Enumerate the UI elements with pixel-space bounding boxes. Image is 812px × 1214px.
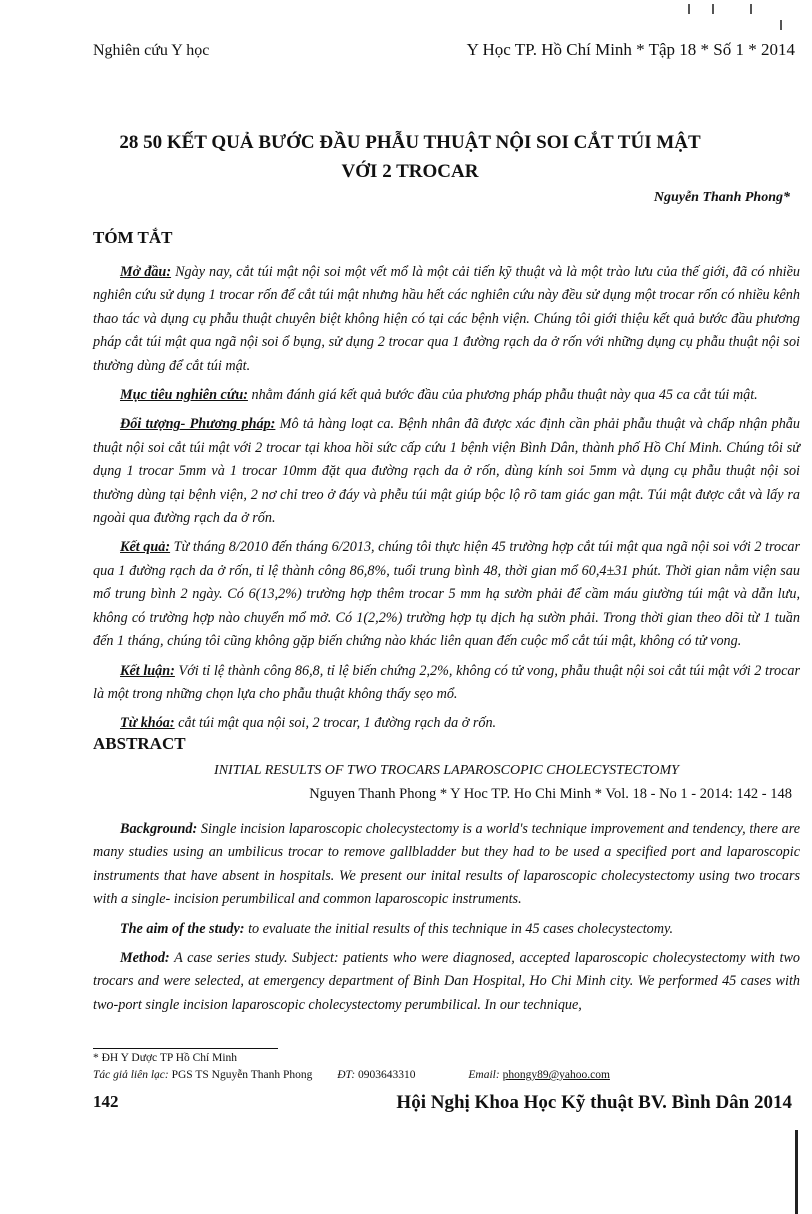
- abstract-heading: ABSTRACT: [93, 734, 186, 753]
- scan-mark: [780, 20, 782, 30]
- running-header-right: Y Học TP. Hồ Chí Minh * Tập 18 * Số 1 * 2014: [466, 40, 795, 59]
- paragraph-text: Mô tả hàng loạt ca. Bệnh nhân đã được xác định cần phải phẫu thuật và chấp nhận phẫu thuật nội soi cắt túi mật với 2 trocar tại khoa hồi sức cấp cứu 1 bệnh viện Bình Dân, thành phố Hồ Chí Minh. Chúng tôi sử dụng 1 trocar 5mm và 1 trocar 10mm đặt qua đường rạch da ở rốn, dùng kính soi 5mm và dụng cụ phẫu thuật nội soi thường dùng tại bệnh viện, 2 nơ chỉ treo ở đáy và phễu túi mật giúp bộc lộ rõ tam giác gan mật. Túi mật được cắt và lấy ra ngoài qua đường rạch da ở rốn.: [93, 416, 800, 527]
- article-title: [60, 128, 760, 186]
- phone-label: ĐT:: [337, 1069, 356, 1081]
- scan-mark: [712, 4, 714, 14]
- paragraph-label: Mục tiêu nghiên cứu:: [120, 387, 248, 404]
- paragraph-text: nhằm đánh giá kết quả bước đầu của phương pháp phẫu thuật này qua 45 ca cắt túi mật.: [247, 387, 758, 404]
- summary-paragraph: [93, 660, 800, 707]
- footnote-contact: [93, 1069, 610, 1081]
- summary-heading: TÓM TẮT: [93, 228, 173, 247]
- paragraph-label: Từ khóa:: [120, 715, 175, 732]
- summary-body: [93, 261, 800, 742]
- paragraph-text: Single incision laparoscopic cholecystectomy is a world's technique improvement and tendency, there are many studies using an umbilicus trocar to remove gallbladder but they had to be used a specified port and laparoscopic instruments that have absent in hospitals. We present our inital results of laparoscopic cholecystectomy using two trocars with a single- incision perumbilical and common laparoscopic instruments.: [93, 821, 800, 908]
- paragraph-text: Từ tháng 8/2010 đến tháng 6/2013, chúng tôi thực hiện 45 trường hợp cắt túi mật qua ngã nội soi với 2 trocar qua 1 đường rạch da ở rốn, tỉ lệ thành công 86,8%, tuổi trung bình 48, thời gian mổ 60,4±31 phút. Thời gian nằm viện sau mổ trung bình 2 ngày. Có 6(13,2%) trường hợp thêm trocar 5 mm hạ sườn phải để cầm máu giường túi mật và dẫn lưu, không có trường hợp nào chuyển mổ mở. Có 1(2,2%) trường hợp tụ dịch hạ sườn phải. Trong thời gian theo dõi từ 1 tuần đến 1 tháng, chúng tôi cũng không gặp biến chứng nào khác liên quan đến cuộc mổ cắt túi mật, không có tử vong.: [93, 539, 800, 650]
- conference-footer: Hội Nghị Khoa Học Kỹ thuật BV. Bình Dân 2014: [396, 1092, 792, 1113]
- scan-mark: [688, 4, 690, 14]
- abstract-citation: Nguyen Thanh Phong * Y Hoc TP. Ho Chi Minh * Vol. 18 - No 1 - 2014: 142 - 148: [309, 786, 792, 802]
- footnote-rule: [93, 1048, 278, 1049]
- paragraph-text: Với tỉ lệ thành công 86,8, tỉ lệ biến chứng 2,2%, không có tử vong, phẫu thuật nội soi cắt túi mật với 2 trocar là một trong những chọn lựa cho phẫu thuật không thấy sẹo mổ.: [93, 662, 800, 702]
- contact-name: PGS TS Nguyễn Thanh Phong: [171, 1069, 313, 1081]
- paragraph-text: Ngày nay, cắt túi mật nội soi một vết mổ là một cải tiến kỹ thuật và là một trào lưu của thế giới, đã có nhiều nghiên cứu sử dụng 1 trocar rốn để cắt túi mật nhưng hầu hết các nghiên cứu này đều sử dụng một trocar rốn có nhiều kênh thao tác và dụng cụ phẫu thuật chuyên biệt không hiện có tại các bệnh viện. Chúng tôi giới thiệu kết quả bước đầu phương pháp cắt túi mật qua ngã nội soi ổ bụng, sử dụng 2 trocar qua 1 đường rạch da ở rốn với những dụng cụ phẫu thuật nội soi thường dùng để cắt túi mật.: [93, 264, 800, 374]
- title-line-2: VỚI 2 TROCAR: [341, 161, 479, 182]
- paragraph-text: to evaluate the initial results of this technique in 45 cases cholecystectomy.: [244, 920, 674, 937]
- paragraph-label: Mở đầu:: [120, 264, 172, 280]
- scan-edge-artifact: [795, 1130, 798, 1214]
- abstract-paragraph: [93, 947, 800, 1017]
- paragraph-label: Kết luận:: [120, 662, 175, 679]
- paragraph-label: Method:: [120, 950, 170, 967]
- summary-paragraph: [93, 384, 800, 407]
- footnote-affiliation: * ĐH Y Dược TP Hồ Chí Minh: [93, 1052, 238, 1064]
- email-label: Email:: [468, 1069, 500, 1081]
- summary-paragraph: [93, 413, 800, 530]
- author: Nguyễn Thanh Phong*: [653, 190, 790, 205]
- running-header-left: Nghiên cứu Y học: [93, 42, 210, 59]
- summary-paragraph: [93, 261, 800, 378]
- paragraph-text: A case series study. Subject: patients who were diagnosed, accepted laparoscopic cholecystectomy with two trocars and were selected, at emergency department of Binh Dan Hospital, Ho Chi Minh city. We performed 45 cases with two-port single incision laparoscopic cholecystectomy perumbilical. In our technique,: [93, 950, 800, 1013]
- paragraph-text: cắt túi mật qua nội soi, 2 trocar, 1 đường rạch da ở rốn.: [174, 715, 497, 732]
- email-link[interactable]: phongy89@yahoo.com: [502, 1069, 610, 1081]
- summary-paragraph: [93, 536, 800, 653]
- abstract-body: [93, 818, 800, 1023]
- paragraph-label: Background:: [120, 821, 198, 837]
- scan-mark: [750, 4, 752, 14]
- abstract-paragraph: [93, 918, 800, 941]
- paragraph-label: The aim of the study:: [120, 920, 245, 937]
- contact-label: Tác giả liên lạc:: [93, 1069, 169, 1081]
- paragraph-label: Đối tượng- Phương pháp:: [120, 416, 276, 433]
- title-line-1: 28 50 KẾT QUẢ BƯỚC ĐẦU PHẪU THUẬT NỘI SOI CẮT TÚI MẬT: [119, 132, 701, 153]
- abstract-title: INITIAL RESULTS OF TWO TROCARS LAPAROSCOPIC CHOLECYSTECTOMY: [214, 763, 679, 778]
- phone-number: 0903643310: [358, 1069, 416, 1081]
- paragraph-label: Kết quả:: [120, 539, 171, 556]
- page-number: 142: [93, 1092, 119, 1111]
- summary-paragraph: [93, 712, 800, 735]
- abstract-paragraph: [93, 818, 800, 912]
